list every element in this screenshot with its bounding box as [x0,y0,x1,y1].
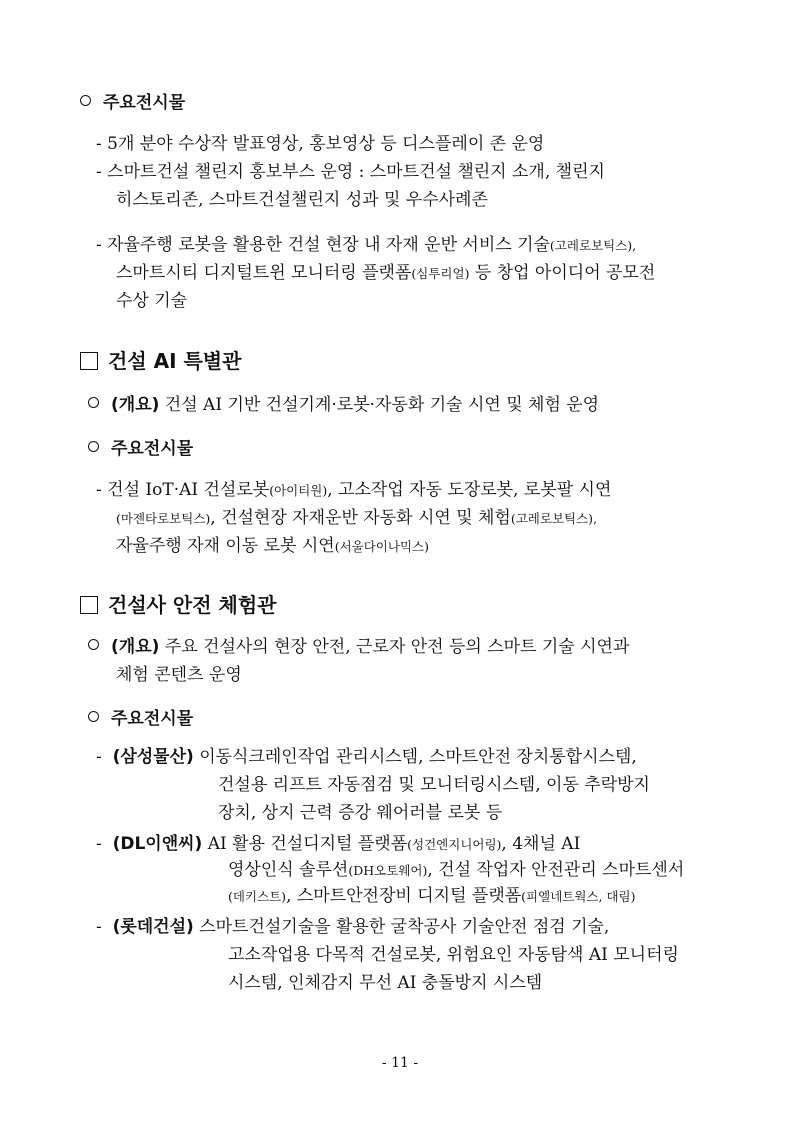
company-item-continuation: 건설용 리프트 자동점검 및 모니터링시스템, 이동 추락방지 [218,775,650,795]
company-item-samsung: - (삼성물산) 이동식크레인작업 관리시스템, 스마트안전 장치통합시스템, [96,747,637,767]
company-item-continuation: 시스템, 인체감지 무선 AI 충돌방지 시스템 [228,973,543,993]
company-item-continuation: (데키스트), 스마트안전장비 디지털 플랫폼(피엘네트웍스, 대림) [228,886,636,906]
circle-bullet-icon [88,711,99,722]
circle-bullet-icon [88,397,99,408]
circle-bullet-icon [80,95,91,106]
dash-item-continuation: 히스토리존, 스마트건설챌린지 성과 및 우수사례존 [116,190,488,210]
dash-item-continuation: (마젠타로보틱스), 건설현장 자재운반 자동화 시연 및 체험(고레로보틱스), [116,508,598,528]
dash-item: - 자율주행 로봇을 활용한 건설 현장 내 자재 운반 서비스 기술(고레로보틱스), [96,235,637,255]
company-item-continuation: 고소작업용 다목적 건설로봇, 위험요인 자동탐색 AI 모니터링 [228,945,679,965]
square-bullet-icon [80,352,98,370]
bullet-main-exhibits: 주요전시물 [88,706,193,732]
section-title: 건설사 안전 체험관 [80,592,277,618]
square-bullet-icon [80,596,98,614]
company-item-continuation: 영상인식 솔루션(DH오토웨어), 건설 작업자 안전관리 스마트센서 [228,860,685,880]
page-number: - 11 - [381,1055,419,1071]
overview-continuation: 체험 콘텐츠 운영 [116,665,242,685]
dash-item-continuation: 자율주행 자재 이동 로봇 시연(서울다이나믹스) [116,536,429,556]
dash-item: - 5개 분야 수상작 발표영상, 홍보영상 등 디스플레이 존 운영 [96,134,545,154]
company-item-dl: - (DL이앤씨) AI 활용 건설디지털 플랫폼(성건엔지니어링), 4채널 AI [96,834,581,854]
dash-item: - 스마트건설 챌린지 홍보부스 운영 : 스마트건설 챌린지 소개, 챌린지 [96,162,605,182]
bullet-main-exhibits: 주요전시물 [80,90,185,116]
circle-bullet-icon [88,441,99,452]
overview-line: (개요) 주요 건설사의 현장 안전, 근로자 안전 등의 스마트 기술 시연과 [88,634,629,660]
dash-item-continuation: 수상 기술 [116,291,188,311]
company-item-continuation: 장치, 상지 근력 증강 웨어러블 로봇 등 [218,803,503,823]
circle-bullet-icon [88,639,99,650]
dash-item-continuation: 스마트시티 디지털트윈 모니터링 플랫폼(심투리얼) 등 창업 아이디어 공모전 [116,263,656,283]
company-item-lotte: - (롯데건설) 스마트건설기술을 활용한 굴착공사 기술안전 점검 기술, [96,917,610,937]
overview-line: (개요) 건설 AI 기반 건설기계·로봇·자동화 기술 시연 및 체험 운영 [88,392,599,418]
bullet-main-exhibits: 주요전시물 [88,436,193,462]
dash-item: - 건설 IoT·AI 건설로봇(아이티원), 고소작업 자동 도장로봇, 로봇팔 시연 [96,480,612,500]
section-title: 건설 AI 특별관 [80,348,241,374]
